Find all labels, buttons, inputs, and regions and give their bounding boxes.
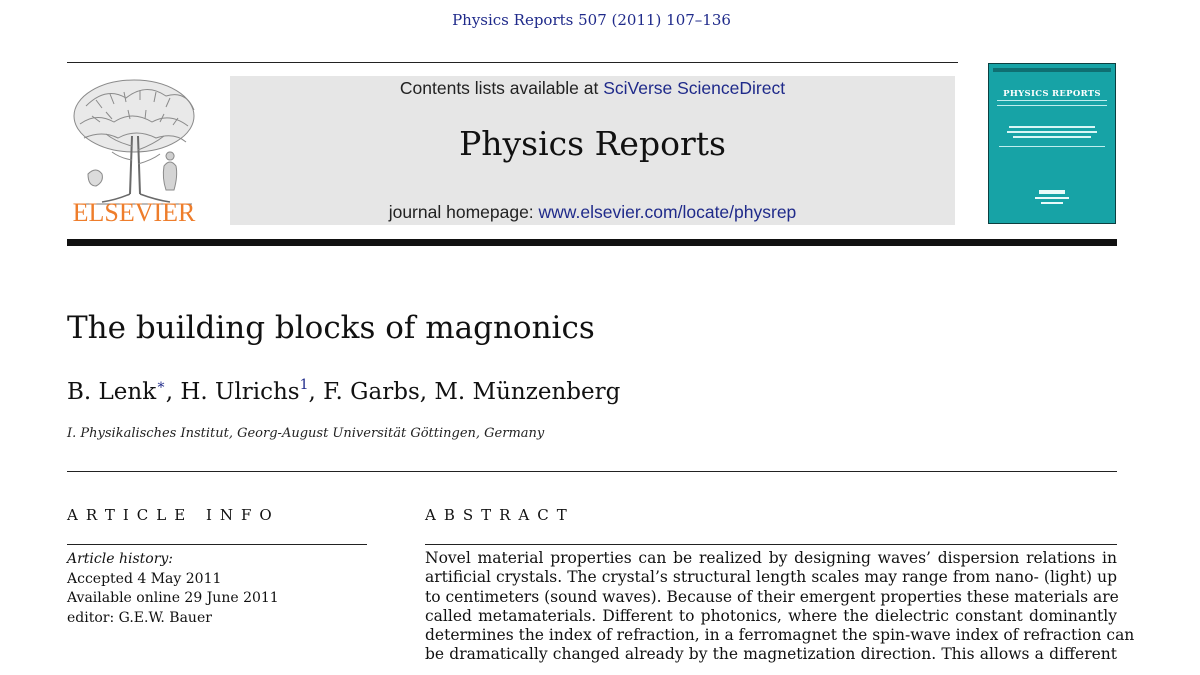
author-separator: , [419,379,435,405]
author-separator: , [308,379,324,405]
author-separator: , [165,379,181,405]
journal-title: Physics Reports [459,124,726,163]
elsevier-wordmark: ELSEVIER [72,198,196,227]
cover-journal-title: PHYSICS REPORTS [1003,89,1101,99]
author-name[interactable]: M. Münzenberg [434,379,621,405]
abstract-line: Novel material properties can be realized by designing waves’ dispersion relations in [425,549,1117,567]
section-rule [67,471,1117,472]
sciencedirect-link[interactable]: SciVerse ScienceDirect [603,78,786,98]
abstract-line: determines the index of refraction, in a ferromagnet the spin-wave index of refraction can [425,626,1135,645]
article-info-heading: ARTICLE INFO [67,506,280,524]
author-name[interactable]: B. Lenk [67,379,157,405]
history-editor: editor: G.E.W. Bauer [67,609,212,626]
homepage-prefix: journal homepage: [388,202,539,222]
author-affiliation: I. Physikalisches Institut, Georg-August Universität Göttingen, Germany [67,426,545,441]
journal-citation[interactable]: Physics Reports 507 (2011) 107–136 [452,11,731,29]
abstract-line: to centimeters (sound waves). Because of their emergent properties these materials are [425,587,1119,606]
journal-cover-image[interactable] [988,63,1116,224]
history-accepted: Accepted 4 May 2011 [67,570,222,587]
abstract-text [425,549,1135,665]
article-info-rule [67,544,367,545]
history-online: Available online 29 June 2011 [67,590,279,606]
abstract-rule [425,544,1117,545]
article-history-label: Article history: [67,551,174,567]
author-footnote-mark[interactable]: 1 [299,377,309,393]
abstract-line: artificial crystals. The crystal’s structural length scales may range from nano- (light) up [425,568,1117,587]
abstract-heading: ABSTRACT [425,506,575,524]
author-name[interactable]: F. Garbs [323,379,420,405]
author-list [67,377,620,405]
contents-prefix: Contents lists available at [399,78,604,98]
header-rule [67,62,958,63]
abstract-line: be dramatically changed already by the magnetization direction. This allows a different [425,645,1117,664]
journal-homepage [230,202,955,223]
author-name[interactable]: H. Ulrichs [180,379,300,405]
corresponding-author-mark[interactable]: ∗ [156,377,166,393]
cover-artwork [989,64,1115,223]
header-thick-rule [67,239,1117,246]
homepage-link[interactable]: www.elsevier.com/locate/physrep [538,202,797,222]
article-history [67,550,279,628]
article-title: The building blocks of magnonics [67,310,595,346]
abstract-line: called metamaterials. Different to photonics, where the dielectric constant dominantly [425,606,1117,625]
contents-availability [230,78,955,99]
